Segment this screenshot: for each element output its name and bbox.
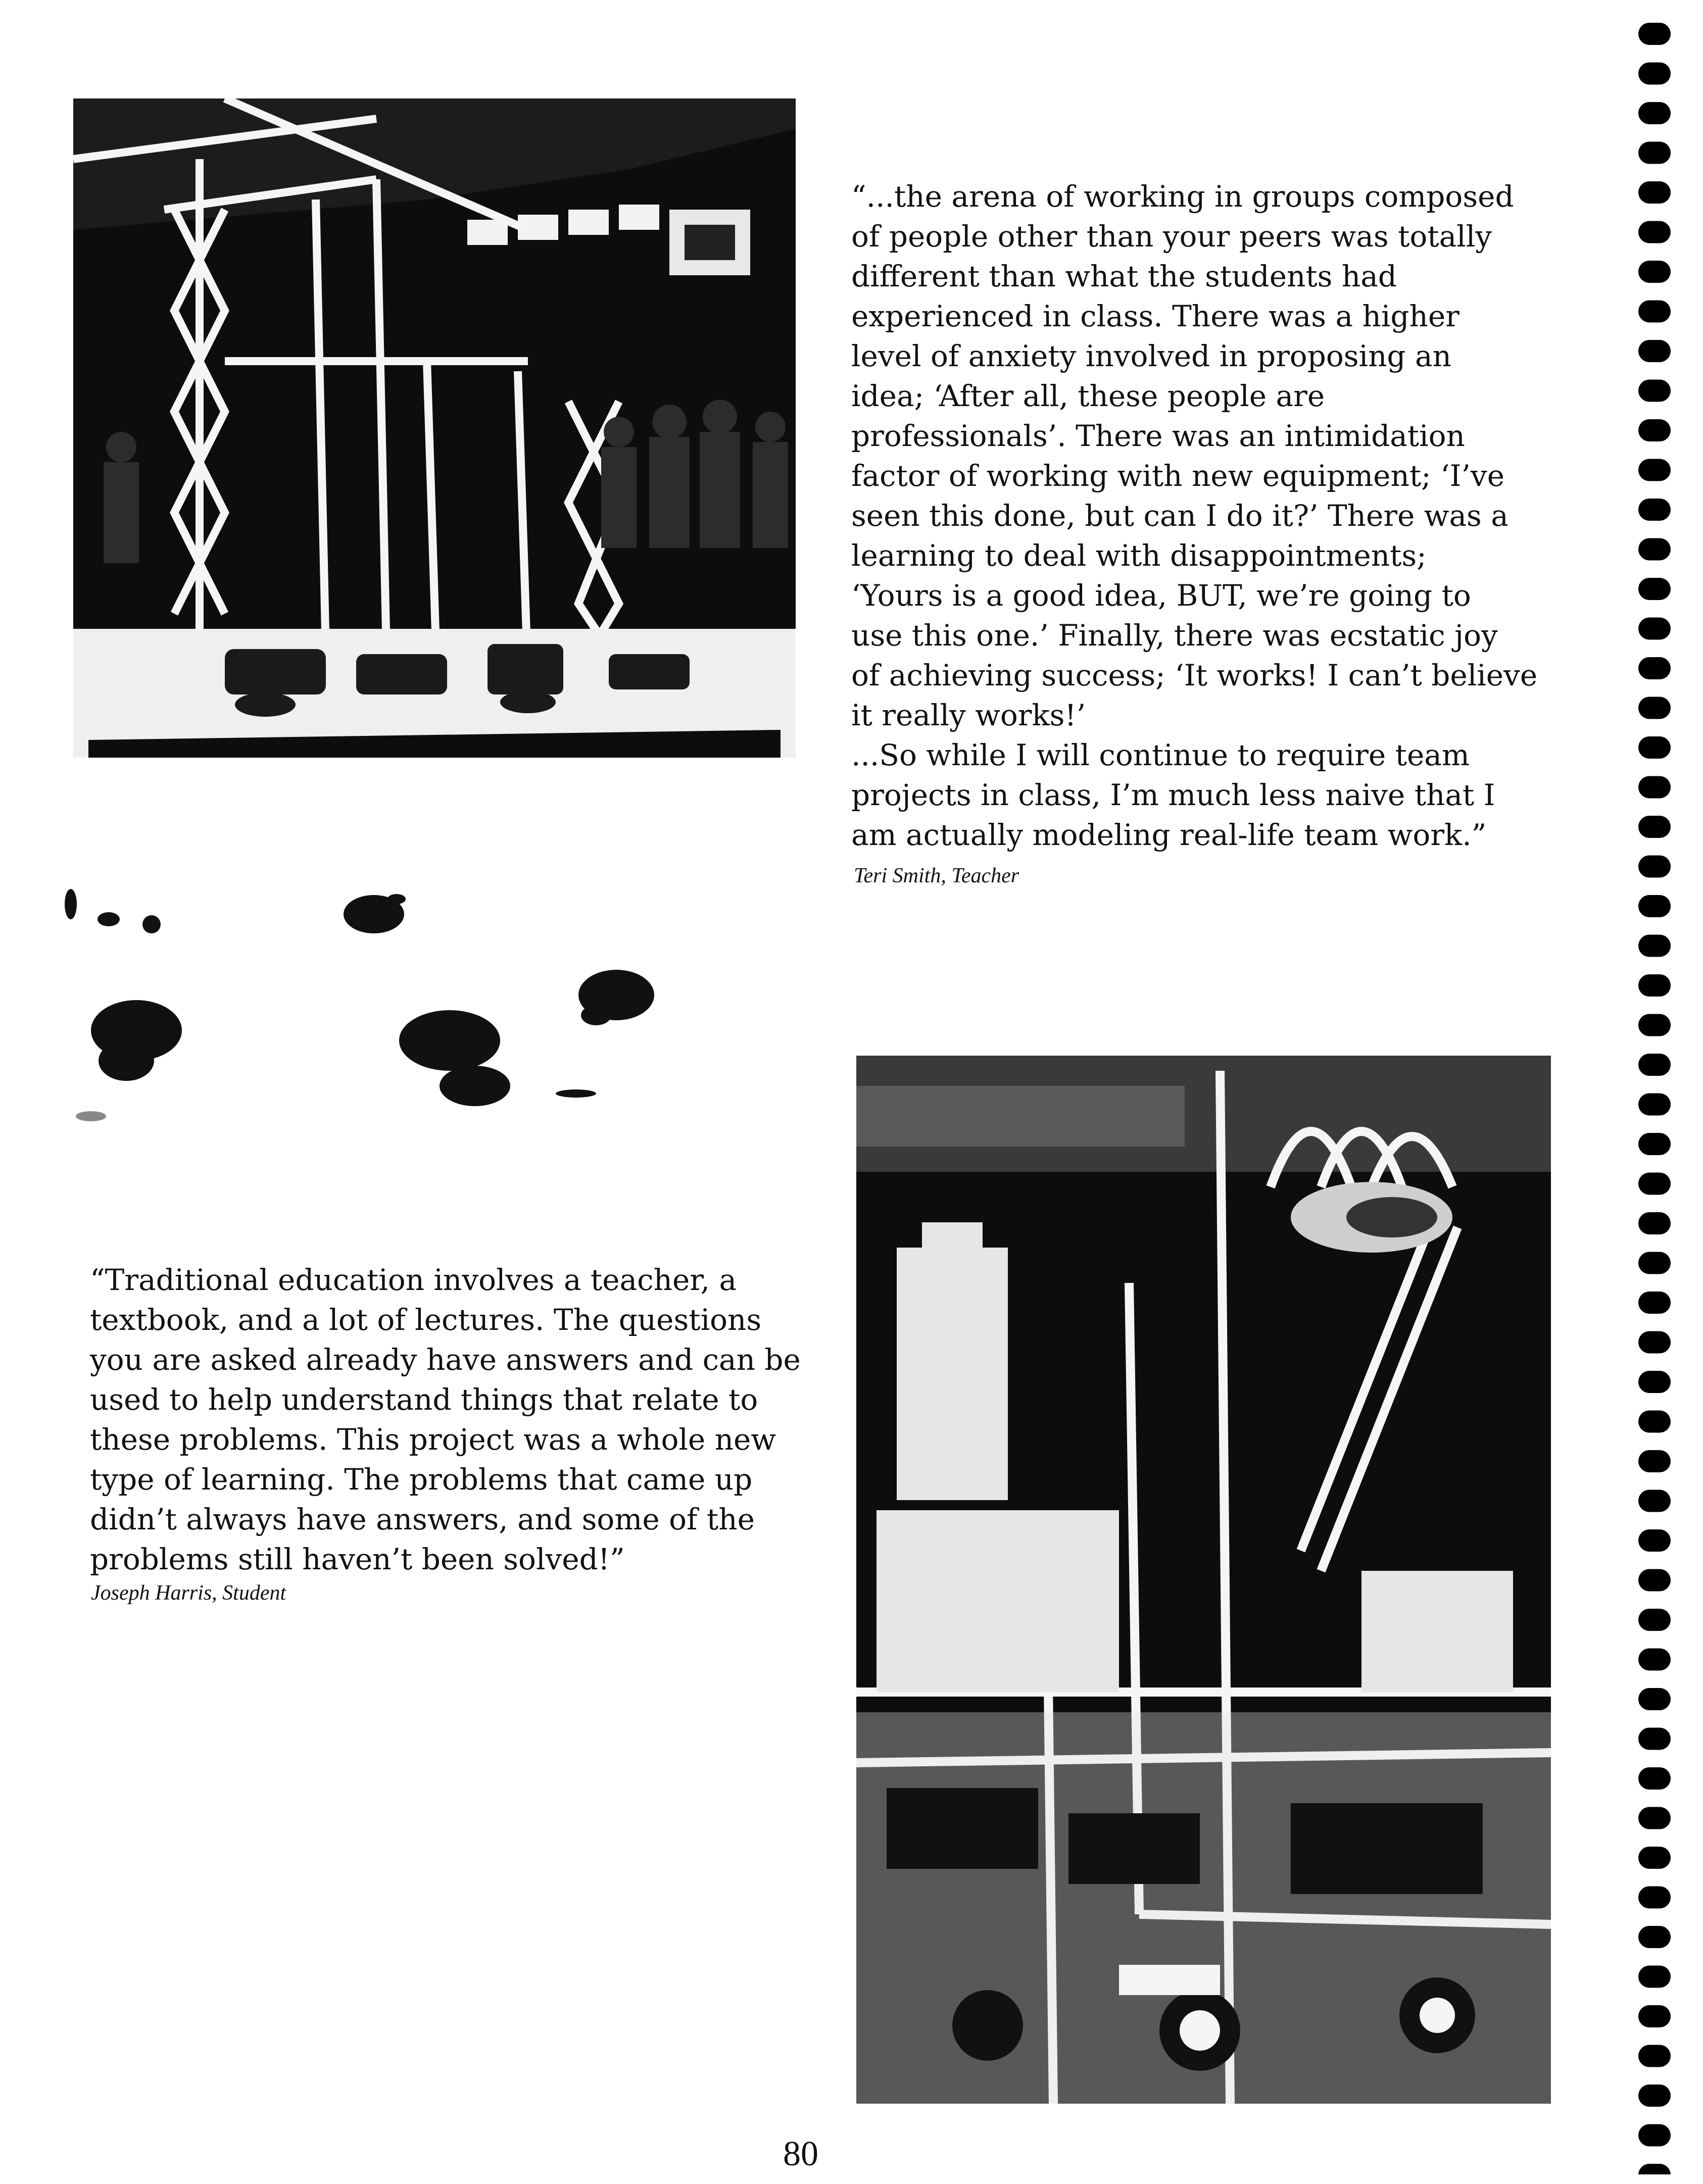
- teacher-attribution: Teri Smith, Teacher: [854, 864, 1019, 887]
- binding-hole: [1638, 301, 1671, 323]
- binding-hole: [1638, 1529, 1671, 1552]
- binding-hole: [1638, 1847, 1671, 1869]
- page-number: 80: [783, 2135, 818, 2173]
- binding-hole: [1638, 736, 1671, 759]
- binding-hole: [1638, 1212, 1671, 1234]
- student-quote: “Traditional education involves a teacher, a textbook, and a lot of lectures. The questions you are asked already have answers and can be used to help understand things that relate to these problems. This project was a whole new type of learning. The problems that came up didn’t always have answers, and some of the problems still haven’t been solved!”: [90, 1263, 801, 1576]
- binding-hole: [1638, 1767, 1671, 1790]
- binding-hole: [1638, 221, 1671, 243]
- binding-hole: [1638, 1252, 1671, 1274]
- binding-hole: [1638, 1609, 1671, 1631]
- binding-hole: [1638, 1094, 1671, 1116]
- binding-hole: [1638, 618, 1671, 640]
- binding-hole: [1638, 935, 1671, 957]
- binding-hole: [1638, 1411, 1671, 1433]
- binding-hole: [1638, 895, 1671, 917]
- binding-hole: [1638, 1450, 1671, 1472]
- binding-hole: [1638, 2084, 1671, 2107]
- teacher-quote: “...the arena of working in groups composed of people other than your peers was totally different than what the students had experienced in class. There was a higher level of anxiety involved in proposing an idea; ‘After all, these people are professionals’. There was an intimidation factor of working with new equipment; ‘I’ve seen this done, but can I do it?’ There was a learning to deal with disappointments; ‘Yours is a good idea, BUT, we’re going to use this one.’ Finally, there was ecstatic joy of achieving success; ‘It works! I can’t believe it really works!’ ...So while I will continue to require team projects in class, I’m much less naive that I am actually modeling real-life team work.”: [851, 179, 1538, 852]
- binding-hole: [1638, 1966, 1671, 1988]
- photo-robot-closeup: [856, 1056, 1551, 2104]
- binding-hole: [1638, 1569, 1671, 1592]
- halftone-blob-fragments: [61, 869, 697, 1152]
- binding-hole: [1638, 776, 1671, 799]
- binding-hole: [1638, 2164, 1671, 2174]
- binding-hole: [1638, 2045, 1671, 2067]
- binding-holes-graphic: [1634, 18, 1675, 2174]
- binding-hole: [1638, 1649, 1671, 1671]
- binding-hole: [1638, 261, 1671, 283]
- halftone-blob-graphic: [61, 869, 697, 1152]
- binding-hole: [1638, 459, 1671, 481]
- binding-hole: [1638, 1688, 1671, 1710]
- photo-robot-arena-graphic: [73, 98, 796, 758]
- binding-hole: [1638, 1292, 1671, 1314]
- binding-hole: [1638, 1054, 1671, 1076]
- binding-hole: [1638, 2005, 1671, 2027]
- photo-robot-arena: [73, 98, 796, 758]
- binding-hole: [1638, 380, 1671, 402]
- binding-hole: [1638, 63, 1671, 85]
- binding-hole: [1638, 181, 1671, 204]
- binding-hole: [1638, 1173, 1671, 1195]
- binding-hole: [1638, 419, 1671, 441]
- binding-hole: [1638, 2124, 1671, 2147]
- binding-hole: [1638, 340, 1671, 362]
- binding-hole: [1638, 856, 1671, 878]
- binding-hole: [1638, 578, 1671, 600]
- binding-hole: [1638, 1331, 1671, 1354]
- binding-hole: [1638, 102, 1671, 124]
- binding-hole: [1638, 697, 1671, 719]
- binding-hole: [1638, 499, 1671, 521]
- spiral-binding: [1634, 18, 1675, 2174]
- binding-hole: [1638, 538, 1671, 561]
- binding-hole: [1638, 23, 1671, 45]
- binding-hole: [1638, 1133, 1671, 1155]
- binding-hole: [1638, 1014, 1671, 1036]
- binding-hole: [1638, 816, 1671, 838]
- binding-hole: [1638, 1490, 1671, 1512]
- binding-hole: [1638, 1807, 1671, 1829]
- binding-hole: [1638, 1887, 1671, 1909]
- photo-robot-closeup-graphic: [856, 1056, 1551, 2104]
- student-attribution: Joseph Harris, Student: [91, 1581, 286, 1605]
- binding-hole: [1638, 142, 1671, 164]
- binding-hole: [1638, 1926, 1671, 1948]
- binding-hole: [1638, 657, 1671, 679]
- binding-hole: [1638, 974, 1671, 997]
- binding-hole: [1638, 1728, 1671, 1750]
- binding-hole: [1638, 1371, 1671, 1393]
